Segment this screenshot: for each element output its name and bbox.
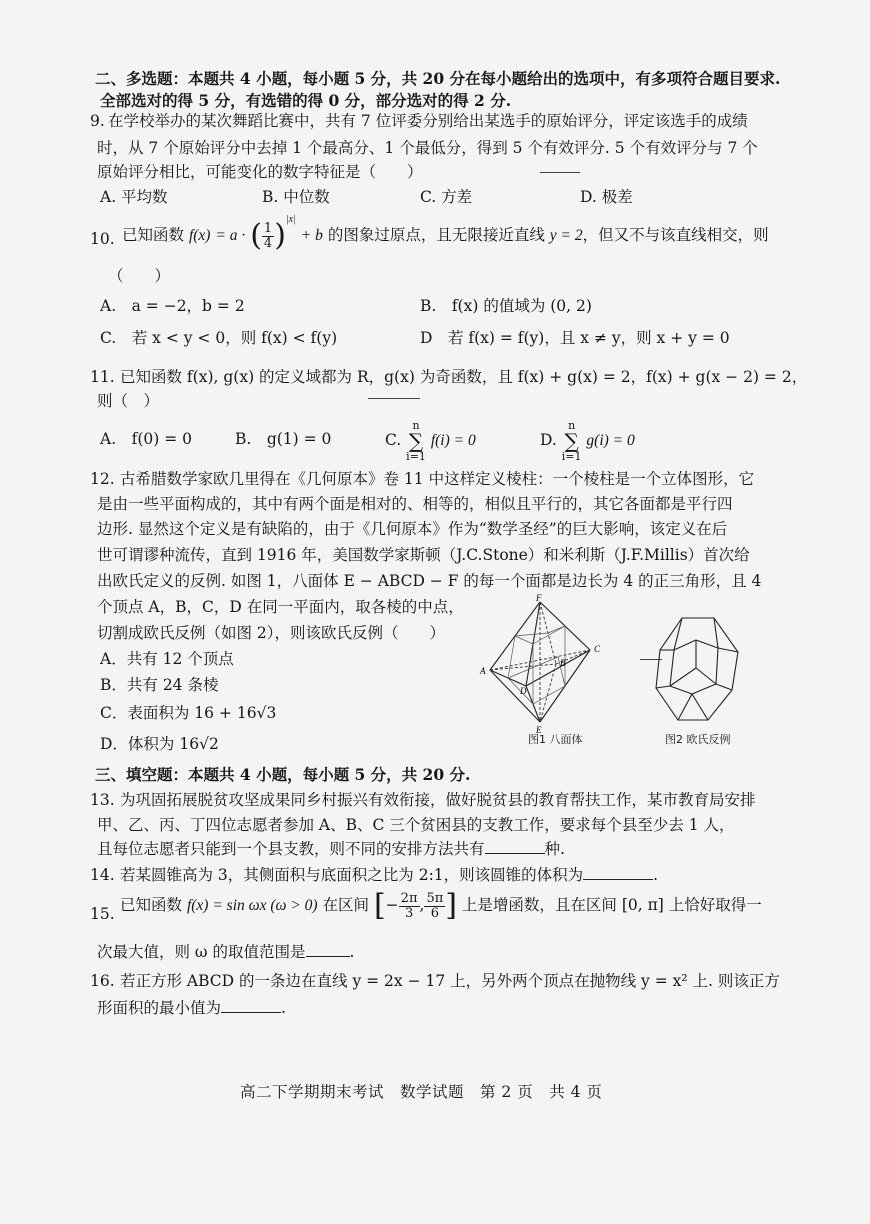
q10-option-a: A. a = −2，b = 2: [100, 297, 245, 315]
q15-frac1: [399, 892, 420, 921]
q12-stem-line5: 出欧氏定义的反例. 如图 1，八面体 E − ABCD − F 的每一个面都是边长为 4 的正三角形，且 4: [97, 572, 762, 590]
q11-option-c: [385, 420, 476, 462]
q11-stem-line2: 则（ ）: [97, 392, 160, 410]
q11-stem-line1: 已知函数 f(x), g(x) 的定义域都为 R，g(x) 为奇函数，且 f(x) + g(x) = 2，f(x) + g(x − 2) = 2，: [120, 368, 808, 386]
vertex-label-a: A: [480, 666, 486, 676]
q15-line2-tail: .: [349, 943, 355, 961]
q16-stem-line1: 若正方形 ABCD 的一条边在直线 y = 2x − 17 上，另外两个顶点在抛物线 y = x² 上. 则该正方: [120, 972, 780, 990]
q16-line2-tail: .: [281, 999, 286, 1017]
q15-function: f(x) = sin ωx (ω > 0): [186, 897, 318, 914]
q9-option-d: D. 极差: [580, 188, 633, 206]
q10-number: 10.: [90, 230, 115, 248]
q10-option-d: D 若 f(x) = f(y)，且 x ≠ y，则 x + y = 0: [420, 329, 730, 347]
q15-mid: 在区间: [322, 896, 370, 914]
q9-stem-line1: 在学校举办的某次舞蹈比赛中，共有 7 位评委分别给出某选手的原始评分，评定该选手的成绩: [108, 112, 748, 130]
q12-stem-line4: 世可谓谬种流传，直到 1916 年，美国数学家斯顿（J.C.Stone）和米利斯（J.F.Millis）首次给: [97, 546, 750, 564]
q10-stem-line1: 已知函数 f(x) = a · ( $\frac{1}{4}$ )$^{|x|}$ + b 的图象过原点，且无限接近直线 y = 2，但又不与该直线相交，则: [122, 214, 769, 253]
q10-eq-a: = a ·: [215, 227, 246, 244]
q15-stem-line1: 已知函数 f(x) = sin ωx (ω > 0) 在区间 [− $\frac{2\pi}{3}$ , $\frac{5\pi}{6}$ ] 上是增函数，且在区间 [0, π] 上恰好取得一: [120, 888, 762, 923]
q10-fraction: [262, 222, 274, 251]
q10-frac-num: 1: [263, 220, 273, 236]
q14-number: 14.: [90, 866, 115, 884]
q11-option-a: A. f(0) = 0: [100, 430, 193, 448]
q15-answer-blank[interactable]: [306, 942, 350, 957]
q13-stem-line1: 为巩固拓展脱贫攻坚成果同乡村振兴有效衔接，做好脱贫县的教育帮扶工作，某市教育局安排: [120, 791, 756, 809]
q15-number: 15.: [90, 905, 115, 923]
section2-heading: 二、多选题：本题共 4 小题，每小题 5 分，共 20 分在每小题给出的选项中，有多项符合题目要求.: [95, 69, 781, 88]
q15-frac2-num: 5π: [426, 890, 444, 906]
q11-option-b: B. g(1) = 0: [235, 430, 332, 448]
q15-frac1-den: 3: [404, 905, 414, 921]
section2-scoring-note: 全部选对的得 5 分，有选错的得 0 分，部分选对的得 2 分.: [100, 91, 512, 110]
q14-text: 若某圆锥高为 3，其侧面积与底面积之比为 2:1，则该圆锥的体积为: [120, 866, 584, 884]
q10-pre: 已知函数: [122, 226, 185, 244]
q15-line2-text: 次最大值，则 ω 的取值范围是: [97, 943, 306, 961]
q13-stem-line3: [97, 838, 565, 860]
figure1-caption: 图1 八面体: [528, 733, 583, 746]
q16-stem-line2: [97, 997, 286, 1019]
pencil-mark: [540, 172, 580, 173]
q10-exponent: |x|: [285, 214, 296, 225]
pencil-mark: [368, 398, 420, 399]
q10-fx: f(x): [188, 227, 211, 244]
summation-symbol: n ∑ i=1: [561, 419, 582, 463]
vertex-label-b: B: [560, 658, 566, 668]
sum-upper: n: [412, 419, 420, 432]
q10-answer-paren: （ ）: [108, 267, 171, 285]
vertex-label-e: E: [536, 725, 542, 735]
q11-option-d-letter: D.: [540, 431, 557, 449]
q11-option-c-letter: C.: [385, 431, 402, 449]
q15-frac1-num: 2π: [400, 890, 418, 906]
q9-number: 9.: [90, 112, 105, 130]
q9-option-b: B. 中位数: [262, 188, 330, 206]
sum-lower: i=1: [406, 450, 426, 463]
q13-stem-line2: 甲、乙、丙、丁四位志愿者参加 A、B、C 三个贫困县的支教工作，要求每个县至少去 1 人，: [97, 816, 735, 834]
q10-plus-b: + b: [300, 227, 323, 244]
section3-heading: 三、填空题：本题共 4 小题，每小题 5 分，共 20 分.: [95, 765, 471, 784]
q14-tail: .: [653, 866, 659, 884]
q11-option-d: [540, 420, 635, 462]
q9-stem-line2: 时，从 7 个原始评分中去掉 1 个最高分、1 个最低分，得到 5 个有效评分. 5 个有效评分与 7 个: [97, 139, 758, 157]
vertex-label-d: D: [520, 686, 527, 696]
q10-option-b: B. f(x) 的值域为 (0, 2): [420, 297, 592, 315]
q9-stem-line3: 原始评分相比，可能变化的数字特征是（ ）: [97, 163, 423, 181]
q13-answer-blank[interactable]: [485, 839, 545, 854]
q12-option-b: B．共有 24 条棱: [100, 676, 219, 694]
q15-frac2: [424, 892, 445, 921]
q10-post: 的图象过原点，且无限接近直线: [327, 226, 545, 244]
q10-frac-den: 4: [263, 235, 273, 251]
q11-option-d-body: g(i) = 0: [586, 432, 635, 449]
q15-stem-line2: [97, 941, 354, 963]
q15-post: 上是增函数，且在区间 [0, π] 上恰好取得一: [461, 896, 762, 914]
q13-line3-text: 且每位志愿者只能到一个县支教，则不同的安排方法共有: [97, 840, 485, 858]
q16-number: 16.: [90, 972, 115, 990]
q12-number: 12.: [90, 470, 115, 488]
q9-option-c: C. 方差: [420, 188, 473, 206]
q12-stem-line2: 是由一些平面构成的，其中有两个面是相对的、相等的，相似且平行的，其它各面都是平行四: [97, 495, 733, 513]
q10-post2: ，但又不与该直线相交，则: [582, 226, 769, 244]
sum-lower: i=1: [561, 450, 582, 463]
q10-option-c: C. 若 x < y < 0，则 f(x) < f(y): [100, 329, 338, 347]
q12-option-c: C．表面积为 16 + 16√3: [100, 704, 277, 722]
q16-line2-text: 形面积的最小值为: [97, 999, 222, 1017]
q12-stem-line1: 古希腊数学家欧几里得在《几何原本》卷 11 中这样定义棱柱：一个棱柱是一个立体图形，它: [120, 470, 755, 488]
q12-option-a: A．共有 12 个顶点: [100, 650, 234, 668]
q14-answer-blank[interactable]: [583, 865, 653, 880]
vertex-label-c: C: [594, 644, 601, 654]
q12-stem-line6: 个顶点 A，B，C，D 在同一平面内，取各棱的中点，: [97, 598, 464, 616]
q15-frac2-den: 6: [430, 905, 439, 921]
q11-number: 11.: [90, 368, 115, 386]
q13-line3-tail: 种.: [544, 840, 565, 858]
summation-symbol: n ∑ i=1: [406, 419, 426, 463]
vertex-label-f: F: [536, 594, 542, 603]
q12-option-d: D．体积为 16√2: [100, 735, 219, 753]
q16-answer-blank[interactable]: [221, 998, 281, 1013]
figure2-caption: 图2 欧氏反例: [665, 733, 731, 746]
q14-stem: [120, 864, 658, 886]
q13-number: 13.: [90, 791, 115, 809]
q11-option-c-body: f(i) = 0: [430, 432, 476, 449]
sum-upper: n: [568, 419, 576, 432]
q12-stem-line7: 切割成欧氏反例（如图 2），则该欧氏反例（ ）: [97, 624, 446, 642]
page-footer: 高二下学期期末考试 数学试题 第 2 页 共 4 页: [240, 1083, 603, 1101]
q9-option-a: A. 平均数: [100, 188, 168, 206]
q15-pre: 已知函数: [120, 896, 183, 914]
figure1-octahedron: [478, 594, 628, 736]
q12-stem-line3: 边形. 显然这个定义是有缺陷的，由于《几何原本》作为“数学圣经”的巨大影响，该定义在后: [97, 520, 728, 538]
q10-line-y: y = 2: [549, 227, 583, 244]
figure2-counterexample: [652, 612, 744, 727]
